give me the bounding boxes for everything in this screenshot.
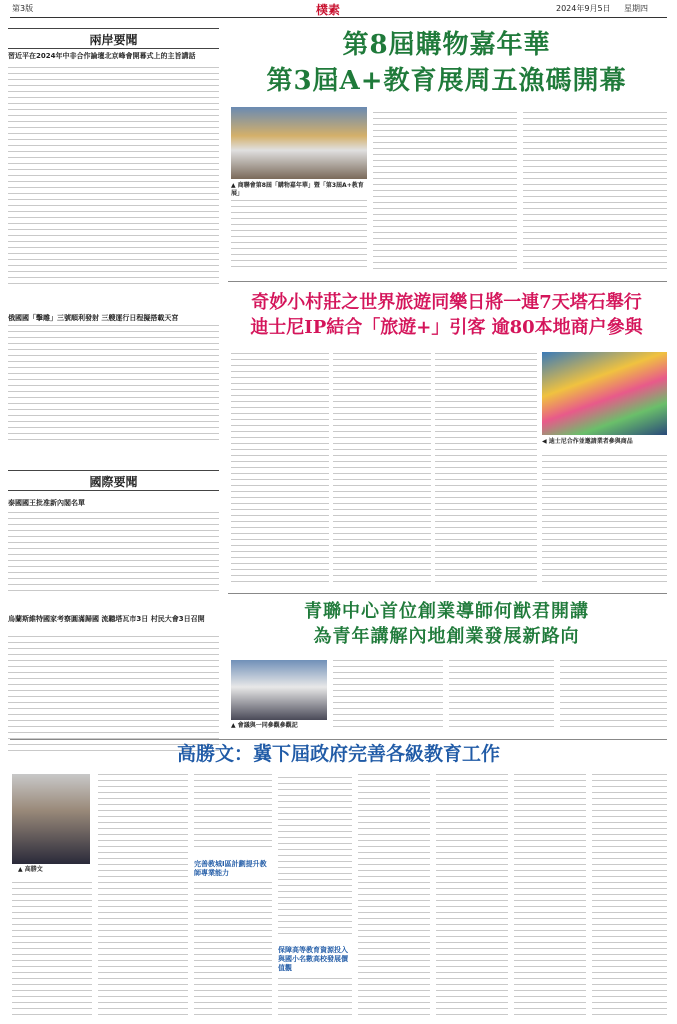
event-photo [231,107,367,179]
article-body [278,774,352,939]
seminar-photo [231,660,327,720]
article-body [449,660,554,732]
article2-caption: ◀ 迪士尼合作並邀請業者參與商品 [542,438,633,445]
article-body [435,352,537,587]
article-body [98,774,188,1020]
article4-caption: ▲ 高勝文 [18,866,43,873]
headline-launch: 俄國國「擊雕」三號順利發射 三艘運行日程擬搭載天宮 [8,314,179,322]
issue-date: 2024年9月5日 [556,4,611,13]
newspaper-logo: 樸素 [316,3,341,17]
article4-subhead2: 保障高等教育資源投入與國小名數高校發展價值觀 [278,946,348,972]
headline-thai-cabinet: 泰國國王批准新內閣名單 [8,499,85,507]
article-body [436,774,508,1020]
article-body [8,64,219,289]
article-body [542,455,667,587]
section-rule [8,48,219,49]
article2-title-line1: 奇妙小村莊之世界旅遊同樂日將一連7天塔石舉行 [251,292,642,313]
article-body [231,352,329,587]
disney-photo [542,352,667,435]
article-body [194,774,272,852]
article-body [8,325,219,445]
article-divider [228,593,667,594]
article1-title-line1: 第8屆購物嘉年華 [342,30,551,60]
page-number: 第3版 [12,4,34,13]
article3-title-line2: 為青年講解內地創業發展新路向 [313,626,580,647]
article-body [8,636,219,756]
article-divider [228,281,667,282]
article1-title-line2: 第3屆A+教育展周五漁碼開幕 [266,66,627,96]
article-body [592,774,667,1020]
article-divider [10,739,667,740]
section-rule [8,490,219,491]
article1-caption: ▲ 商聯會第8屆「購物嘉年華」暨「第3屆A+教育展」 [231,182,364,197]
headline-xi-speech: 習近平在2024年中非合作論壇北京峰會開幕式上的主旨講話 [8,52,196,60]
article-body [523,110,667,274]
article4-title: 高勝文：冀下屆政府完善各級教育工作 [176,743,500,765]
section-rule [8,470,219,471]
article-body [8,511,219,596]
article-body [333,660,443,732]
article-body [194,882,272,1020]
article3-caption: ▲ 會議與一同參觀參觀記 [231,722,298,729]
article-body [358,774,430,1020]
section-title-international: 國際要聞 [89,475,138,489]
article3-title-line1: 青聯中心首位創業導師何猷君開講 [304,601,589,622]
article-body [278,976,352,1020]
section-rule [8,28,219,29]
section-title-cross-strait: 兩岸要聞 [89,33,138,47]
article-body [514,774,586,1020]
article-body [231,200,367,272]
article-body [560,660,667,732]
article-body [373,110,517,274]
article-body [12,880,92,1020]
header-rule [10,17,667,18]
left-column [8,22,219,667]
article4-subhead1: 完善教城I區計劃提升教師專業能力 [194,860,267,877]
issue-weekday: 星期四 [624,4,648,13]
article-body [333,352,431,587]
portrait-photo [12,774,90,864]
article2-title-line2: 迪士尼IP結合「旅遊+」引客 逾80本地商户參與 [250,317,643,338]
headline-ukraine: 烏蘭斯維特國家考察圓滿歸國 流聽塔瓦市3日 村民大會3日召開 [8,615,205,623]
